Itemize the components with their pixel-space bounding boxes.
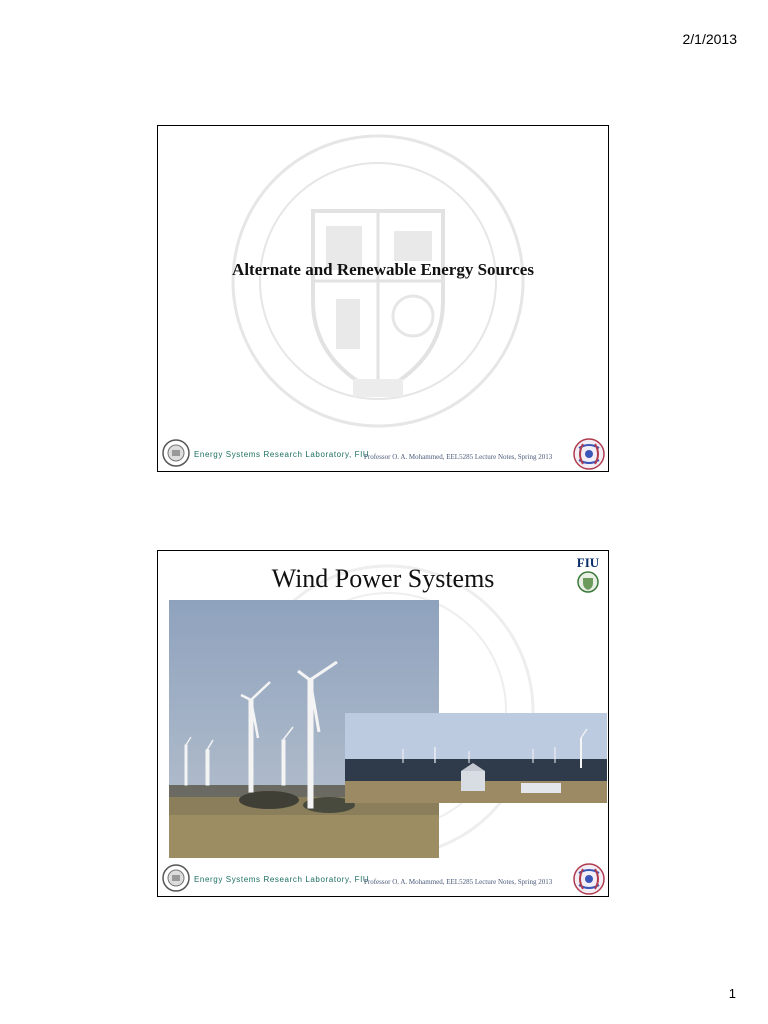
footer-lab-name: Energy Systems Research Laboratory, FIU — [194, 450, 370, 459]
fiu-seal-watermark — [218, 131, 538, 431]
slide-wind-power — [157, 550, 609, 897]
emblem-icon — [573, 863, 605, 895]
footer-credit: Professor O. A. Mohammed, EEL5285 Lecture Notes, Spring 2013 — [364, 453, 553, 461]
slide-title-card — [157, 125, 609, 472]
emblem-icon — [573, 438, 605, 470]
fiu-badge-label: FIU — [576, 555, 600, 570]
slide-footer — [158, 437, 608, 471]
wind-farm-panorama-photo — [345, 713, 607, 803]
slide-footer — [158, 862, 608, 896]
slide-title: Alternate and Renewable Energy Sources — [232, 260, 534, 279]
page-number: 1 — [728, 986, 736, 1001]
footer-lab-name: Energy Systems Research Laboratory, FIU — [194, 875, 370, 884]
page-date: 2/1/2013 — [682, 31, 737, 47]
footer-credit: Professor O. A. Mohammed, EEL5285 Lecture Notes, Spring 2013 — [364, 878, 553, 886]
slide-title: Wind Power Systems — [271, 564, 495, 593]
lab-logo-icon — [162, 439, 190, 467]
fiu-badge-icon — [577, 571, 599, 593]
lab-logo-icon — [162, 864, 190, 892]
fiu-badge — [574, 555, 602, 598]
